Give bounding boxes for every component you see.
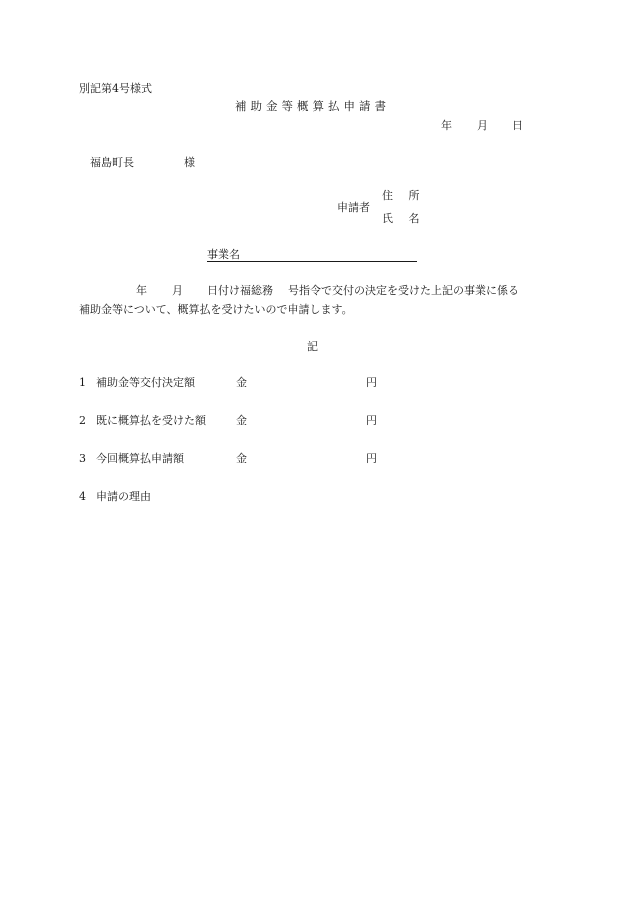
- applicant-address-label: 住 所: [382, 189, 426, 202]
- date-month-label: 月: [477, 119, 488, 132]
- body-year-label: 年: [136, 284, 147, 297]
- document-title: 補助金等概算払申請書: [235, 99, 390, 113]
- item-unit: 円: [366, 376, 377, 389]
- item-label: 申請の理由: [96, 490, 151, 503]
- date-year-label: 年: [441, 119, 452, 132]
- item-prefix: 金: [236, 376, 247, 389]
- item-number: 3: [79, 452, 86, 465]
- project-label: 事業名: [207, 248, 240, 261]
- body-month-label: 月: [172, 284, 183, 297]
- body-line1-mid: 日付け福総務: [207, 284, 273, 297]
- applicant-name-label: 氏 名: [382, 212, 426, 225]
- body-line2: 補助金等について、概算払を受けたいので申請します。: [79, 303, 353, 316]
- addressee-honorific: 様: [184, 156, 195, 169]
- body-line1-end: 号指令で交付の決定を受けた上記の事業に係る: [288, 284, 519, 297]
- item-number: 1: [79, 376, 86, 389]
- item-number: 2: [79, 414, 86, 427]
- addressee-name: 福島町長: [90, 156, 134, 169]
- item-label: 今回概算払申請額: [96, 452, 184, 465]
- item-unit: 円: [366, 414, 377, 427]
- item-number: 4: [79, 490, 86, 503]
- ki-heading: 記: [307, 340, 318, 353]
- item-prefix: 金: [236, 452, 247, 465]
- item-label: 補助金等交付決定額: [96, 376, 195, 389]
- item-label: 既に概算払を受けた額: [96, 414, 206, 427]
- item-prefix: 金: [236, 414, 247, 427]
- applicant-label: 申請者: [337, 201, 370, 214]
- date-day-label: 日: [512, 119, 523, 132]
- project-underline: [207, 261, 417, 262]
- item-unit: 円: [366, 452, 377, 465]
- form-number: 別記第4号様式: [79, 82, 152, 95]
